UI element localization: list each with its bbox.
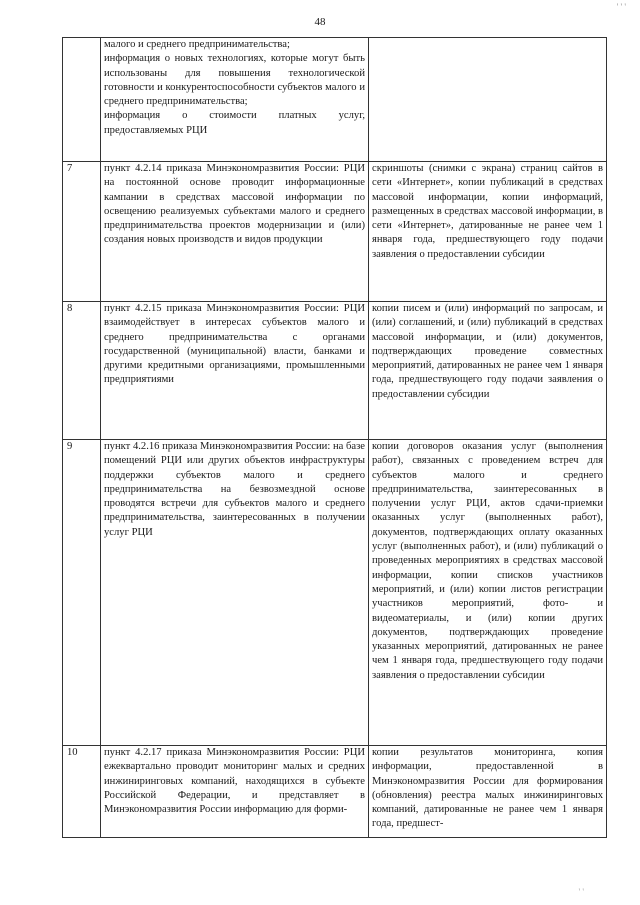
- requirement-cell: пункт 4.2.15 приказа Минэкономразвития России: РЦИ взаимодействует в интересах субъектов малого и среднего предпринимательства с органами государственной (муниципальной) власти, банками и другими кредитными организациями, промышленными предприятиями: [101, 302, 369, 440]
- table-row: [63, 440, 607, 746]
- table-row: [63, 302, 607, 440]
- row-number: 7: [63, 162, 101, 302]
- requirement-cell: пункт 4.2.16 приказа Минэкономразвития России: на базе помещений РЦИ или других объектов инфраструктуры поддержки субъектов малого и среднего предпринимательства на безвозмездной основе проводятся встречи для субъектов малого и среднего предпринимательства, заинтересованных в получении услуг РЦИ: [101, 440, 369, 746]
- documents-cell: копии договоров оказания услуг (выполнения работ), связанных с проведением встреч для субъектов малого и среднего предпринимательства, заинтересованных в получении услуг РЦИ, актов сдачи-приемки оказанных услуг (выполненных работ), документов, подтверждающих оплату оказанных услуг (выполненных работ), и (или) публикаций о проведенных мероприятиях в средствах массовой информации, копии списков участников мероприятий, и (или) копии листов регистрации участников мероприятий, фото- и видеоматериалы, и (или) копии других документов, подтверждающих проведение указанных мероприятий, датированных не ранее чем 1 января года, предшествующего году подачи заявления о предоставлении субсидии: [369, 440, 607, 746]
- description-line: информация о новых технологиях, которые могут быть использованы для повышения технологической готовности и конкурентоспособности субъектов малого и среднего предпринимательства;: [104, 53, 365, 108]
- documents-cell: копии писем и (или) информаций по запросам, и (или) соглашений, и (или) публикаций в средствах массовой информации, и (или) документов, подтверждающих проведение совместных мероприятий, датированных не ранее чем 1 января года, предшествующего году подачи заявления о предоставлении субсидии: [369, 302, 607, 440]
- requirement-cell: пункт 4.2.17 приказа Минэкономразвития России: РЦИ ежеквартально проводит мониторинг малых и средних инжиниринговых компаний, находящихся в субъекте Российской Федерации, и представляет в Минэкономразвития России информацию для форми-: [101, 746, 369, 838]
- table-row: [63, 746, 607, 838]
- row-number: [63, 38, 101, 162]
- scan-bottom-marks: ' ': [578, 887, 584, 897]
- documents-cell: [369, 38, 607, 162]
- row-number: 8: [63, 302, 101, 440]
- scan-corner-marks: ' ' ': [616, 2, 626, 12]
- requirement-cell: [101, 38, 369, 162]
- row-number: 10: [63, 746, 101, 838]
- requirement-cell: пункт 4.2.14 приказа Минэкономразвития России: РЦИ на постоянной основе проводит информационные кампании в средствах массовой информации по освещению реализуемых субъектами малого и среднего предпринимательства проектов модернизации и (или) создания новых производств и видов продукции: [101, 162, 369, 302]
- row-number: 9: [63, 440, 101, 746]
- table-row: [63, 162, 607, 302]
- description-line: информация о стоимости платных услуг, предоставляемых РЦИ: [104, 110, 365, 136]
- description-line: малого и среднего предпринимательства;: [104, 39, 290, 50]
- page-number: 48: [314, 16, 326, 28]
- table-row: [63, 38, 607, 162]
- documents-cell: копии результатов мониторинга, копия информации, предоставленной в Минэкономразвития России для формирования (обновления) реестра малых инжиниринговых компаний, датированные не ранее чем 1 января года, предшест-: [369, 746, 607, 838]
- requirements-table: [62, 37, 606, 838]
- documents-cell: скриншоты (снимки с экрана) страниц сайтов в сети «Интернет», копии публикаций в средствах массовой информации, копии информаций, размещенных в средствах массовой информации, в сети «Интернет», датированные не ранее чем 1 января года, предшествующего году подачи заявления о предоставлении субсидии: [369, 162, 607, 302]
